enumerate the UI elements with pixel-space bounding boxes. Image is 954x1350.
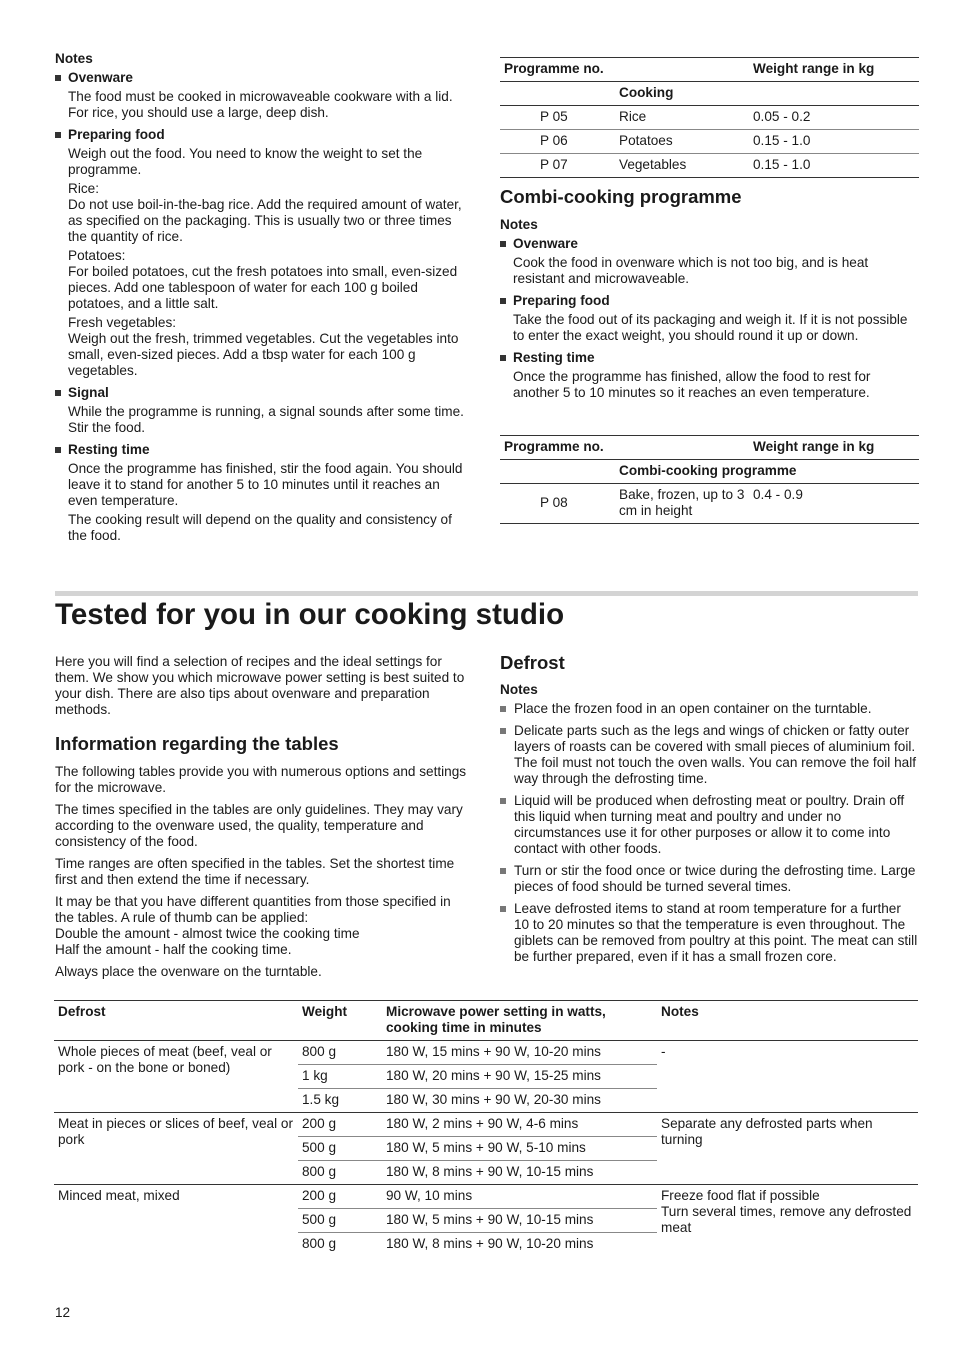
table-row: 800 g 180 W, 8 mins + 90 W, 10-15 mins [54,1161,918,1185]
info-rule-half: Half the amount - half the cooking time. [55,942,292,957]
defrost-note-item: Delicate parts such as the legs and wings of chicken or fatty outer layers of roasts can be covered with small pieces of aluminium foil. The foil must not touch the oven walls. You can remove the foil half way through the defrosting time. [500,723,919,787]
info-paragraph-3: Time ranges are often specified in the tables. Set the shortest time first and then extend the time if necessary. [55,856,455,887]
ovenware-text: The food must be cooked in microwaveable cookware with a lid. For rice, you should use a large, deep dish. [68,89,453,120]
left-notes [55,51,470,544]
combi-table-wrap [500,435,919,524]
header-weight-range: Weight range in kg [749,436,919,460]
info-title: Information regarding the tables [55,733,339,754]
cooking-programme-table [500,57,919,178]
header-defrost: Defrost [54,1001,298,1041]
info-paragraph-1: The following tables provide you with numerous options and settings for the microwave. [55,764,467,795]
combi-programme-table [500,435,919,524]
combi-resting-heading: Resting time [500,350,919,366]
table-row: P 07 Vegetables 0.15 - 1.0 [500,154,919,178]
info-paragraph-5: Always place the ovenware on the turntable. [55,964,322,979]
header-programme-no: Programme no. [500,58,615,82]
signal-heading: Signal [55,385,470,401]
ovenware-heading: Ovenware [55,70,470,86]
preparing-text: Weigh out the food. You need to know the weight to set the programme. [68,146,423,177]
combi-section [500,186,919,401]
section-divider [55,591,918,596]
table-row: Whole pieces of meat (beef, veal or pork - on the bone or boned) 800 g 180 W, 15 mins + 90 W, 10-20 mins - [54,1041,918,1065]
combi-preparing-heading: Preparing food [500,293,919,309]
preparing-heading: Preparing food [55,127,470,143]
table-row: 1.5 kg 180 W, 30 mins + 90 W, 20-30 mins [54,1089,918,1113]
signal-text: While the programme is running, a signal sounds after some time. Stir the food. [68,404,464,435]
info-rule-double: Double the amount - almost twice the cooking time [55,926,360,941]
table-row: P 06 Potatoes 0.15 - 1.0 [500,130,919,154]
header-programme-no: Programme no. [500,436,615,460]
header-notes: Notes [657,1001,918,1041]
studio-intro-column [55,654,470,980]
resting-text: Once the programme has finished, stir the food again. You should leave it to stand for another 5 to 10 minutes until it reaches an even temperature. [68,461,463,508]
defrost-note: Freeze food flat if possible [661,1188,820,1203]
cooking-table-wrap [500,57,919,178]
table-row: Meat in pieces or slices of beef, veal or pork 200 g 180 W, 2 mins + 90 W, 4-6 mins Separate any defrosted parts when turning [54,1113,918,1137]
defrost-note: Turn several times, remove any defrosted meat [661,1204,912,1235]
category-cooking: Cooking [615,82,919,106]
potatoes-label: Potatoes: [68,248,126,263]
combi-notes-heading: Notes [500,217,538,232]
table-row: 1 kg 180 W, 20 mins + 90 W, 15-25 mins [54,1065,918,1089]
combi-preparing-text: Take the food out of its packaging and weigh it. If it is not possible to enter the exact weight, you should round it up or down. [513,312,908,343]
combi-ovenware-heading: Ovenware [500,236,919,252]
defrost-note-item: Liquid will be produced when defrosting meat or poultry. Drain off this liquid when turning meat and poultry and under no circumstances use it for other purposes or allow it to come into contact with other foods. [500,793,919,857]
defrost-note-item: Leave defrosted items to stand at room temperature for a further 10 to 20 minutes so that the temperature is even throughout. The giblets can be removed from poultry at this point. The meat can still be further prepared, even if it has a small frozen core. [500,901,919,965]
combi-resting-text: Once the programme has finished, allow the food to rest for another 5 to 10 minutes so it reaches an even temperature. [513,369,871,400]
header-weight: Weight [298,1001,382,1041]
header-weight-range: Weight range in kg [749,58,919,82]
defrost-table [54,1000,918,1256]
defrost-section [500,652,919,965]
vegetables-text: Weigh out the fresh, trimmed vegetables. Cut the vegetables into small, even-sized pieces. Add a tbsp water for each 100 g vegetables. [68,331,459,378]
studio-intro: Here you will find a selection of recipes and the ideal settings for them. We show you which microwave power setting is best suited to your dish. There are also tips about ovenware and preparation methods. [55,654,465,717]
table-row: P 08 Bake, frozen, up to 3 cm in height 0.4 - 0.9 [500,484,919,524]
table-row: P 05 Rice 0.05 - 0.2 [500,106,919,130]
defrost-note-item: Place the frozen food in an open container on the turntable. [500,701,919,717]
defrost-note-item: Turn or stir the food once or twice during the defrosting time. Large pieces of food should be turned several times. [500,863,919,895]
resting-heading: Resting time [55,442,470,458]
resting-text-2: The cooking result will depend on the quality and consistency of the food. [68,512,452,543]
potatoes-text: For boiled potatoes, cut the fresh potatoes into small, even-sized pieces. Add one tablespoon of water for each 100 g boiled potatoes, and a little salt. [68,264,458,311]
page-number: 12 [55,1305,71,1320]
rice-text: Do not use boil-in-the-bag rice. Add the required amount of water, as specified on the packaging. This is usually two or three times the quantity of rice. [68,197,462,244]
info-paragraph-4: It may be that you have different quantities from those specified in the tables. A rule of thumb can be applied: [55,894,451,925]
combi-ovenware-text: Cook the food in ovenware which is not too big, and is heat resistant and microwaveable. [513,255,869,286]
info-paragraph-2: The times specified in the tables are only guidelines. They may vary according to the ovenware used, the quality, temperature and consistency of the food. [55,802,463,849]
category-combi: Combi-cooking programme [615,460,919,484]
table-row: Minced meat, mixed 200 g 90 W, 10 mins Freeze food flat if possible Turn several times, remove any defrosted meat [54,1185,918,1209]
table-row: 500 g 180 W, 5 mins + 90 W, 10-15 mins [54,1209,918,1233]
combi-title: Combi-cooking programme [500,186,742,207]
defrost-notes-heading: Notes [500,682,538,697]
studio-title: Tested for you in our cooking studio [55,598,565,631]
notes-heading: Notes [55,51,93,66]
table-row: 800 g 180 W, 8 mins + 90 W, 10-20 mins [54,1233,918,1257]
header-power-setting: Microwave power setting in watts, cooking time in minutes [382,1001,657,1041]
vegetables-label: Fresh vegetables: [68,315,177,330]
rice-label: Rice: [68,181,99,196]
table-row: 500 g 180 W, 5 mins + 90 W, 5-10 mins [54,1137,918,1161]
defrost-table-wrap [54,1000,918,1256]
defrost-title: Defrost [500,652,565,673]
